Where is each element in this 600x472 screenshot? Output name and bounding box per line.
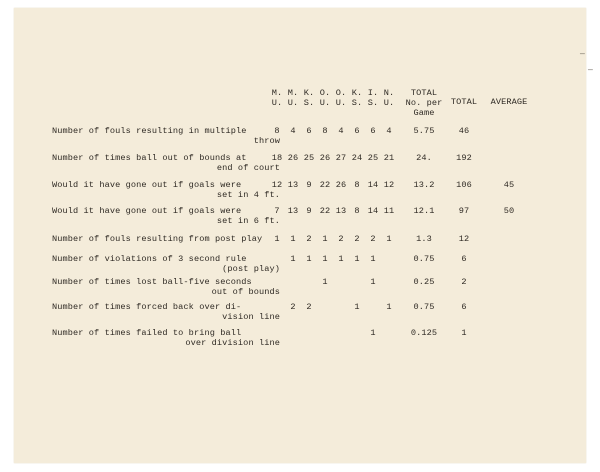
- team-value-cell: 1: [338, 254, 344, 264]
- per-game-cell: 0.25: [413, 277, 435, 287]
- team-value-cell: 1: [322, 277, 328, 287]
- column-header: O. U.: [319, 88, 331, 108]
- team-value-cell: 8: [274, 126, 280, 136]
- team-value-cell: 14: [367, 180, 379, 190]
- row-label-line-1: Would it have gone out if goals were: [52, 206, 242, 216]
- row-label: [52, 180, 280, 200]
- team-value-cell: 27: [335, 153, 347, 163]
- team-value-cell: 2: [338, 234, 344, 244]
- team-value-cell: 1: [386, 302, 392, 312]
- team-value-cell: 1: [370, 254, 376, 264]
- team-value-cell: 4: [290, 126, 296, 136]
- team-value-cell: 21: [383, 153, 395, 163]
- team-value-cell: 1: [370, 328, 376, 338]
- row-label: [52, 153, 280, 173]
- row-label: [52, 126, 280, 146]
- total-cell: 192: [456, 153, 472, 163]
- row-label-line-2: set in 4 ft.: [216, 190, 280, 200]
- team-value-cell: 2: [306, 302, 312, 312]
- column-header: M. U.: [271, 88, 283, 108]
- team-value-cell: 9: [306, 180, 312, 190]
- team-value-cell: 1: [306, 254, 312, 264]
- row-label: [52, 277, 280, 297]
- row-label-line-1: Number of times ball out of bounds at: [52, 153, 247, 163]
- row-label-line-1: Number of times forced back over di-: [52, 302, 242, 312]
- total-cell: 1: [461, 328, 467, 338]
- average-cell: 50: [503, 206, 515, 216]
- row-label-line-2: out of bounds: [211, 287, 280, 297]
- row-label-line-1: Number of fouls resulting in multiple: [52, 126, 247, 136]
- total-cell: 2: [461, 277, 467, 287]
- row-label-line-2: (post play): [222, 264, 280, 274]
- team-value-cell: 14: [367, 206, 379, 216]
- column-header: K. S.: [303, 88, 315, 108]
- total-cell: 6: [461, 254, 467, 264]
- column-header: I. S.: [367, 88, 379, 108]
- row-label-line-2: end of court: [216, 163, 280, 173]
- per-game-cell: 13.2: [413, 180, 435, 190]
- team-value-cell: 1: [354, 302, 360, 312]
- per-game-cell: 1.3: [416, 234, 432, 244]
- team-value-cell: 2: [370, 234, 376, 244]
- team-value-cell: 2: [306, 234, 312, 244]
- team-value-cell: 1: [274, 234, 280, 244]
- team-value-cell: 24: [351, 153, 363, 163]
- per-game-cell: 24.: [416, 153, 432, 163]
- column-header: O. U.: [335, 88, 347, 108]
- team-value-cell: 13: [287, 206, 299, 216]
- total-cell: 46: [458, 126, 470, 136]
- average-cell: 45: [503, 180, 515, 190]
- team-value-cell: 6: [354, 126, 360, 136]
- team-value-cell: 1: [386, 234, 392, 244]
- team-value-cell: 13: [287, 180, 299, 190]
- team-value-cell: 2: [290, 302, 296, 312]
- total-cell: 106: [456, 180, 472, 190]
- per-game-cell: 0.125: [410, 328, 438, 338]
- total-header: TOTAL: [450, 97, 478, 107]
- column-header: K. S.: [351, 88, 363, 108]
- total-cell: 97: [458, 206, 470, 216]
- team-value-cell: 18: [271, 153, 283, 163]
- per-game-cell: 0.75: [413, 302, 435, 312]
- row-label: [52, 328, 280, 348]
- margin-mark: —: [588, 66, 593, 75]
- team-value-cell: 12: [271, 180, 283, 190]
- average-header: AVERAGE: [490, 97, 528, 107]
- per-game-cell: 12.1: [413, 206, 435, 216]
- row-label: [52, 254, 280, 274]
- team-value-cell: 25: [303, 153, 315, 163]
- row-label: [52, 234, 280, 244]
- team-value-cell: 26: [319, 153, 331, 163]
- team-value-cell: 1: [322, 234, 328, 244]
- per-game-cell: 5.75: [413, 126, 435, 136]
- row-label-line-2: throw: [253, 136, 280, 146]
- total-per-game-header: TOTAL No. per Game: [405, 88, 443, 118]
- team-value-cell: 1: [290, 254, 296, 264]
- row-label: [52, 206, 280, 226]
- team-value-cell: 2: [354, 234, 360, 244]
- per-game-cell: 0.75: [413, 254, 435, 264]
- row-label-line-1: Number of times lost ball-five seconds: [52, 277, 252, 287]
- team-value-cell: 1: [370, 277, 376, 287]
- column-header: N. U.: [383, 88, 395, 108]
- team-value-cell: 7: [274, 206, 280, 216]
- team-value-cell: 8: [322, 126, 328, 136]
- row-label-line-1: Number of fouls resulting from post play: [52, 234, 263, 244]
- team-value-cell: 1: [322, 254, 328, 264]
- team-value-cell: 13: [335, 206, 347, 216]
- row-label-line-2: over division line: [185, 338, 280, 348]
- team-value-cell: 22: [319, 206, 331, 216]
- team-value-cell: 22: [319, 180, 331, 190]
- margin-mark: —: [580, 50, 585, 59]
- team-value-cell: 4: [338, 126, 344, 136]
- row-label-line-2: vision line: [222, 312, 280, 322]
- team-value-cell: 9: [306, 206, 312, 216]
- row-label: [52, 302, 280, 322]
- team-value-cell: 1: [354, 254, 360, 264]
- row-label-line-2: set in 6 ft.: [216, 216, 280, 226]
- team-value-cell: 8: [354, 206, 360, 216]
- team-value-cell: 6: [370, 126, 376, 136]
- team-value-cell: 25: [367, 153, 379, 163]
- team-value-cell: 4: [386, 126, 392, 136]
- document-sheet: [14, 8, 593, 463]
- column-header: M. U.: [287, 88, 299, 108]
- team-value-cell: 12: [383, 180, 395, 190]
- team-value-cell: 8: [354, 180, 360, 190]
- team-value-cell: 6: [306, 126, 312, 136]
- team-value-cell: 26: [287, 153, 299, 163]
- total-cell: 12: [458, 234, 470, 244]
- team-value-cell: 1: [290, 234, 296, 244]
- total-cell: 6: [461, 302, 467, 312]
- row-label-line-1: Number of times failed to bring ball: [52, 328, 242, 338]
- team-value-cell: 11: [383, 206, 395, 216]
- row-label-line-1: Would it have gone out if goals were: [52, 180, 242, 190]
- team-value-cell: 26: [335, 180, 347, 190]
- row-label-line-1: Number of violations of 3 second rule: [52, 254, 247, 264]
